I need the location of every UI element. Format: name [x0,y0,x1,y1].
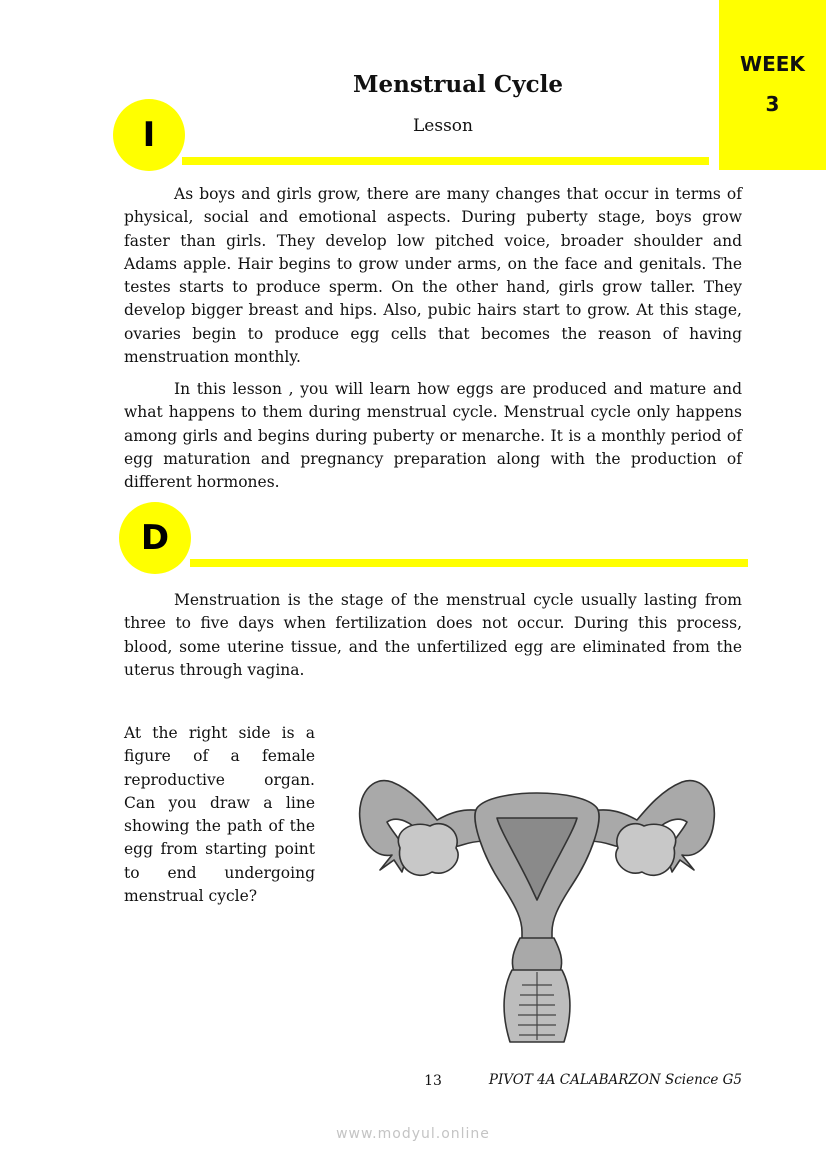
watermark: www.modyul.online [336,1126,490,1142]
week-label: WEEK [740,52,805,76]
section-i-badge: I [113,99,185,171]
cervix [512,938,561,972]
page-subtitle: Lesson [413,116,473,136]
lesson-paragraph: In this lesson , you will learn how eggs are produced and mature and what happens to them during menstrual cycle. Menstrual cycle only happens among girls and begins during puberty or menarche. It is a monthly period of egg maturation and pregnancy preparation along with the production of different hormones. [124,380,742,492]
intro-paragraph: As boys and girls grow, there are many changes that occur in terms of physical, social and emotional aspects. During puberty stage, boys grow faster than girls. They develop low pitched voice, broader shoulder and Adams apple. Hair begins to grow under arms, on the face and genitals. The testes starts to produce sperm. On the other hand, girls grow taller. They develop bigger breast and hips. Also, pubic hairs start to grow. At this stage, ovaries begin to produce egg cells that becomes the reason of having menstruation monthly. [124,185,742,367]
section-d-badge: D [119,502,191,574]
menstruation-paragraph: Menstruation is the stage of the menstrual cycle usually lasting from three to five days when fertilization does not occur. During this process, blood, some uterine tissue, and the unfertilized egg are eliminated from the uterus through vagina. [124,591,742,679]
section-i-divider [182,157,709,165]
reproductive-organ-figure [352,760,722,1045]
left-ovary [398,824,458,876]
footer-source: PIVOT 4A CALABARZON Science G5 [488,1072,742,1088]
page-title: Menstrual Cycle [353,71,563,98]
activity-question: At the right side is a figure of a female reproductive organ. Can you draw a line showing the path of the egg from starting point to end undergoing menstrual cycle? [124,724,315,906]
right-ovary [616,824,676,876]
week-tab [719,0,826,170]
page-number: 13 [424,1073,442,1089]
week-number: 3 [765,92,780,116]
section-d-divider [190,559,748,567]
